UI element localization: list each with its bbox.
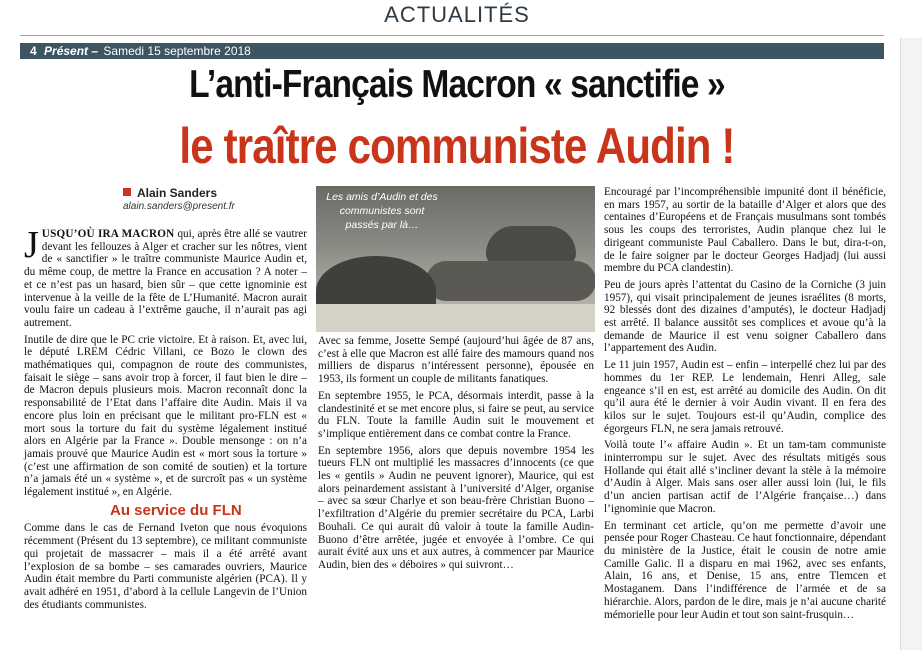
issue-date: Samedi 15 septembre 2018 xyxy=(103,44,251,58)
photo-figure xyxy=(486,226,576,266)
author-name: Alain Sanders xyxy=(137,186,218,200)
byline-square-icon xyxy=(123,188,131,196)
article-column-1 xyxy=(24,224,308,615)
paragraph: Comme dans le cas de Fernand Iveton que nous évoquions récemment (Présent du 13 septembre), ce militant communiste qui projetait de massacrer – mais il a été arrêté avant l’explosion de sa bombe – ses camarades ouvriers, Maurice Audin était membre du Parti communiste algérien (PCA). Il y avait adhéré en 1951, d’abord à la cellule Langevin de l’Union des étudiants communistes. xyxy=(24,522,307,611)
photo-caption: Les amis d’Audin et des communistes sont passés par là… xyxy=(326,191,438,231)
subheading: Au service du FLN xyxy=(110,501,242,519)
page-edge xyxy=(900,0,922,650)
section-title: ACTUALITÉS xyxy=(384,2,530,27)
headline-line-2: le traître communiste Audin ! xyxy=(179,118,735,174)
article-column-2 xyxy=(318,335,594,576)
byline xyxy=(123,186,217,200)
headline-line-1: L’anti-Français Macron « sanctifie » xyxy=(189,63,725,106)
paragraph: Avec sa femme, Josette Sempé (aujourd’hui âgée de 87 ans, c’est à elle que Macron est allé faire des mamours quand nos milliers de disparus n’intéressent personne), épousée en 1953, ils forment un couple de militants fanatiques. xyxy=(318,335,594,386)
paragraph-text: qui, après être allé se vautrer devant les fellouzes à Alger et cracher sur les nôtres, vient de « sanctifier » le traître communiste Maurice Audin et, du même coup, de mettre la France en accusation ? A noter – et ce n’est pas un hasard, bien sûr – que cette ignominie est intervenue à la veille de la fête de L’Humanité. Macron aurait voulu faire un cadeau à l’extrême gauche, il n’aurait pas agi autrement. xyxy=(24,228,308,329)
author-email: alain.sanders@present.fr xyxy=(123,201,235,212)
page-number: 4 xyxy=(30,44,37,58)
lead-caps: USQU’OÙ IRA MACRON xyxy=(41,228,175,240)
paragraph: Le 11 juin 1957, Audin est – enfin – interpellé chez lui par des hommes du 1er REP. Le lendemain, Henri Alleg, sale engeance s’il en est, est arrêté au domicile des Audin. On dit qu’il aura été le dernier à voir Audin vivant. Il en fera des kilos sur le sujet. Toujours est-il qu’Audin, complice des égorgeurs FLN, ne sera jamais retrouvé. xyxy=(604,359,886,435)
drop-cap: J xyxy=(24,224,39,266)
paragraph: En septembre 1956, alors que depuis novembre 1954 les tueurs FLN ont multiplié les massacres d’innocents (ce que les « gentils » Audin ne peuvent ignorer), Maurice, qui est alors peinardement assistant à l’université d’Alger, organise – avec sa sœur Charlye et son beau-frère Christian Buono – l’exfiltration d’Algérie du premier secrétaire du PCA, Larbi Bouhali. Ce qui aurait dû valoir à toute la famille Audin-Buono d’être arrêtée, jugée et envoyée à l’ombre. Ce qui aurait évité aux uns et aux autres, à commencer par Maurice Audin, bien des « déboires » qui suivront… xyxy=(318,444,594,571)
section-header xyxy=(0,0,922,38)
photo-figure xyxy=(426,261,595,301)
paragraph: En septembre 1955, le PCA, désormais interdit, passe à la clandestinité et se met encore plus, si faire se peut, au service du FLN. Toute la famille Audin suit le mouvement et s’implique entièrement dans ce combat contre la France. xyxy=(318,389,594,440)
paragraph: Voilà toute l’« affaire Audin ». Et un tam-tam communiste ininterrompu sur le sujet. Avec des résultats mitigés sous Hollande qui était allé s’incliner devant la stèle à la mémoire d’Audin à Alger. Mais sans oser aller aussi loin (lui, le fils d’un ancien partisan actif de l’Algérie française…) dans l’ignominie que Macron. xyxy=(604,439,886,515)
paragraph: Encouragé par l’incompréhensible impunité dont il bénéficie, en mars 1957, au sortir de la bataille d’Alger et alors que des centaines d’Européens et de Français musulmans sont tombés sous les coups des terroristes, Audin planque chez lui le dirigeant communiste Paul Caballero. Dans le but, dira-t-on, de le faire soigner par le docteur Georges Hadjadj (lui aussi membre du PCA clandestin). xyxy=(604,186,886,275)
paragraph: Peu de jours après l’attentat du Casino de la Corniche (3 juin 1957), qui visait principalement de jeunes israélites (8 morts, 92 blessés dont des dizaines d’amputés), le docteur Hadjadj est arrêté. Il balance aussitôt ses complices et avoue qu’à la demande de Maurice il est venu soigner Caballero dans l’appartement des Audin. xyxy=(604,278,886,355)
paper-name: Présent – xyxy=(44,44,99,58)
section-divider xyxy=(20,35,884,36)
paragraph xyxy=(24,224,308,330)
paragraph: Inutile de dire que le PC crie victoire. Et à raison. Et, avec lui, le député LREM Cédric Villani, ce Bozo le clown des mathématiques qui, compagnon de route des communistes, faisait le siège – sans avoir trop à forcer, il faut bien le dire – de Macron depuis plusieurs mois. Macron reconnaît donc la responsabilité de l’Etat dans l’affaire dite Audin. Mais il va encore plus loin en précisant que le militant pro-FLN est « mort sous la torture du fait du système légalement institué alors en Algérie par la France ». Double mensonge : on n’a jamais prouvé que Maurice Audin est « mort sous la torture » (c’est une affirmation de son comité de soutien) et la torture n’a jamais été un « système », et de surcroît pas « un système légalement institué », en Algérie. xyxy=(24,333,307,499)
folio-bar xyxy=(20,43,884,59)
article-photo xyxy=(316,186,595,332)
paragraph: En terminant cet article, qu’on me permette d’avoir une pensée pour Roger Chasteau. Ce haut fonctionnaire, dépendant du ministère de la Justice, était le cousin de notre amie Camille Galic. Il a disparu en mai 1962, avec ses enfants, Alain, 16 ans, et Denise, 15 ans, entre Tlemcen et Mostaganem. Dans l’indifférence de l’armée et de sa hiérarchie. Alors, pardon de le dire, mais je n’ai aucune charité mémorielle pour leur Audin et tout son saint-frusquin… xyxy=(604,519,886,621)
article-column-3 xyxy=(604,186,886,625)
photo-ground xyxy=(316,304,595,332)
